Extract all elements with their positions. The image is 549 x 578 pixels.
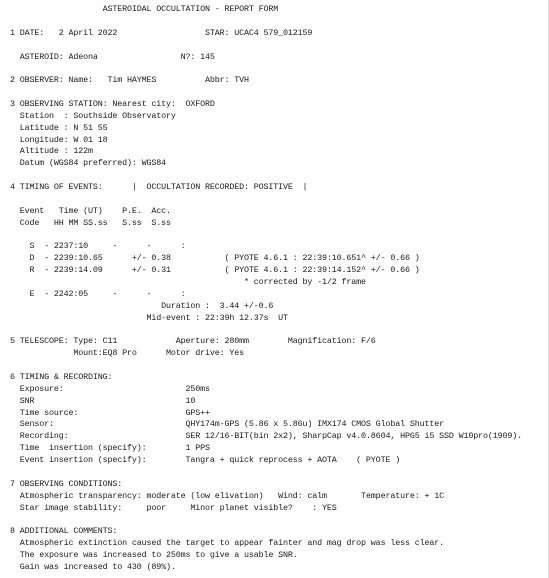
report-line: Event Time (UT) P.E. Acc.: [10, 205, 171, 216]
report-line: Station : Southside Observatory: [10, 110, 176, 121]
report-line: Altitude : 122m: [10, 146, 93, 157]
report-line: Event insertion (specify): Tangra + quick reprocess + AOTA ( PYOTE ): [10, 455, 401, 466]
report-line: 1 DATE: 2 April 2022 STAR: UCAC4 579_012159: [10, 27, 313, 38]
report-line: E - 2242:05 - - :: [10, 288, 186, 299]
report-line: Code HH MM SS.ss S.ss S.ss: [10, 217, 171, 228]
report-line: 8 ADDITIONAL COMMENTS:: [10, 526, 118, 537]
report-line: Atmospheric extinction caused the target to appear fainter and mag drop was less clear.: [10, 538, 444, 549]
report-line: SNR 10: [10, 395, 196, 406]
report-line: 3 OBSERVING STATION: Nearest city: OXFORD: [10, 99, 215, 109]
report-line: Recording: SER 12/16-BIT(bin 2x2), SharpCap v4.0.8604, HPG5 i5 SSD W10pro(1909).: [10, 431, 522, 442]
report-line: Time source: GPS++: [10, 407, 210, 418]
report-line: 4 TIMING OF EVENTS: | OCCULTATION RECORDED: POSITIVE |: [10, 182, 308, 192]
report-line: The exposure was increased to 250ms to give a usable SNR.: [10, 550, 298, 560]
report-line: D - 2239:10.65 +/- 0.38 ( PYOTE 4.6.1 : 22:39:10.651^ +/- 0.66 ): [10, 253, 420, 264]
report-line: 2 OBSERVER: Name: Tim HAYMES Abbr: TVH: [10, 75, 249, 86]
report-line: Atmospheric transparency: moderate (low elivation) Wind: calm Temperature: + 1C: [10, 490, 444, 501]
report-line: Latitude : N 51 55: [10, 122, 108, 133]
report-line: 6 TIMING & RECORDING:: [10, 372, 113, 382]
report-line: R - 2239:14.09 +/- 0.31 ( PYOTE 4.6.1 : 22:39:14.152^ +/- 0.66 ): [10, 265, 420, 276]
report-line: Time insertion (specify): 1 PPS: [10, 443, 210, 454]
report-line: 7 OBSERVING CONDITIONS:: [10, 478, 123, 489]
report-line: Gain was increased to 430 (89%).: [10, 561, 176, 572]
report-line: 5 TELESCOPE: Type: C11 Aperture: 280mm Magnification: F/6: [10, 336, 376, 347]
report-line: ASTEROIDAL OCCULTATION - REPORT FORM: [10, 4, 279, 14]
report-line: S - 2237:10 - - :: [10, 241, 186, 252]
report-line: Duration : 3.44 +/-0.6: [10, 300, 274, 311]
report-line: Star image stability: poor Minor planet visible? : YES: [10, 502, 337, 513]
report-line: Mount:EQ8 Pro Motor drive: Yes: [10, 348, 245, 359]
report-line: Sensor: QHY174m-GPS (5.86 x 5.86u) IMX174 CMOS Global Shutter: [10, 419, 444, 430]
report-line: Longitude: W 01 18: [10, 134, 108, 145]
report-line: * corrected by -1/2 frame: [10, 277, 366, 287]
report-line: Mid-event : 22:39h 12.37s UT: [10, 312, 288, 323]
report-line: ASTEROID: Adeona N?: 145: [10, 51, 215, 62]
report-line: Exposure: 250ms: [10, 383, 210, 394]
report-line: Datum (WGS84 preferred): WGS84: [10, 158, 167, 169]
